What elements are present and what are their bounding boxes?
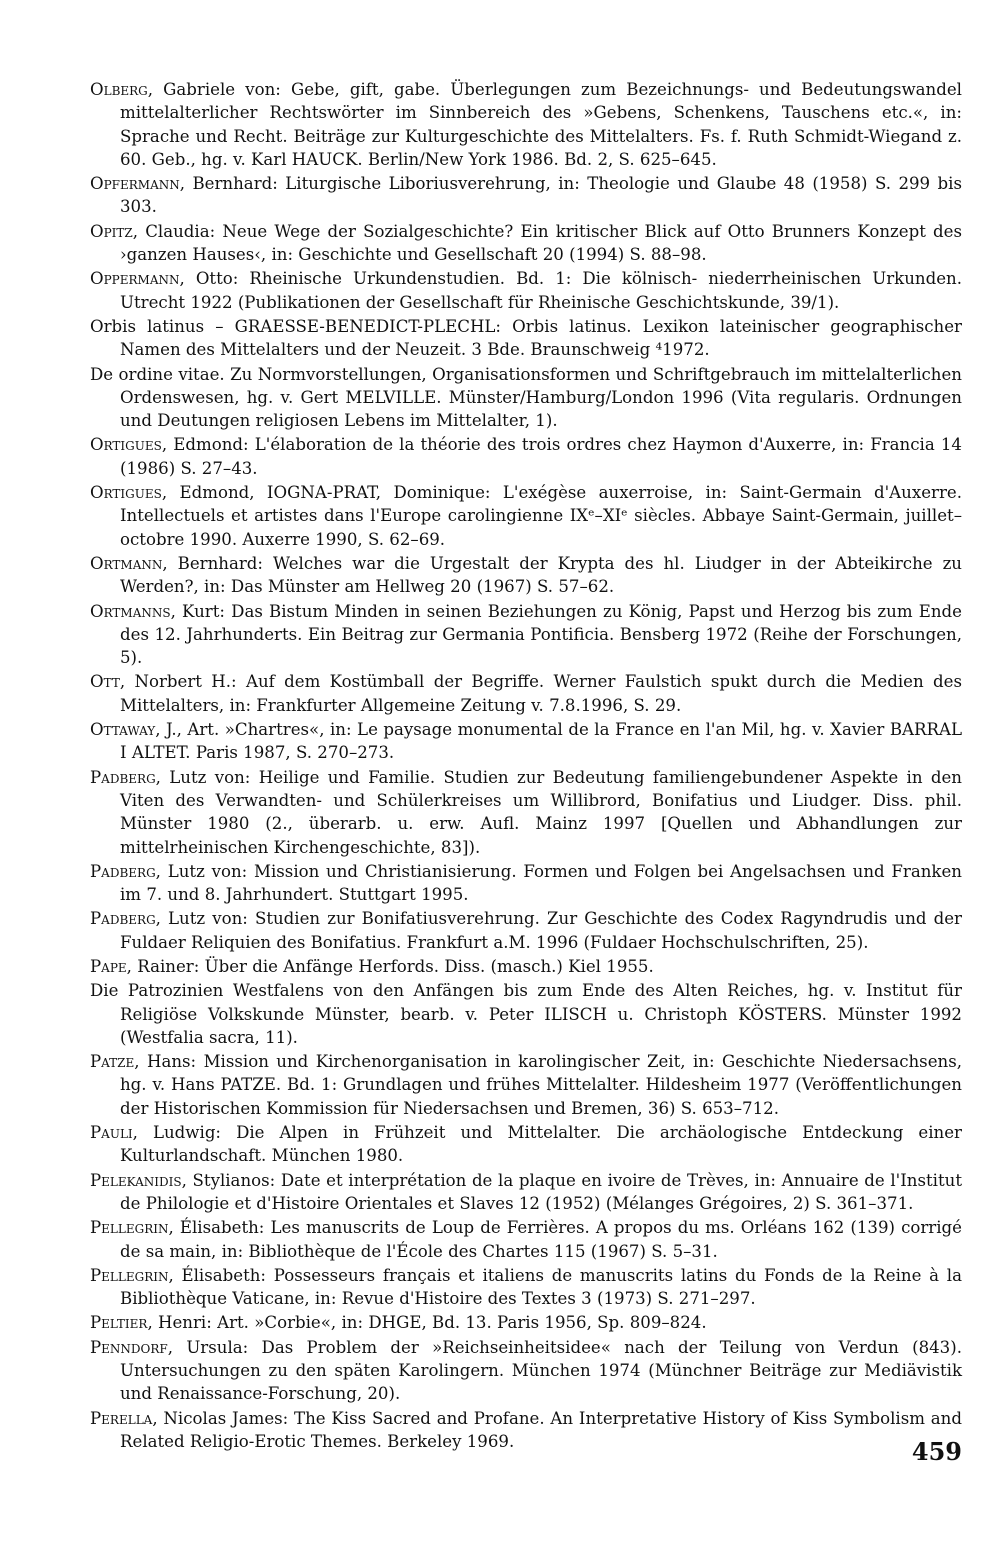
bibliography-entry [90,1336,962,1406]
bibliography-entry [90,1169,962,1216]
bibliography-entry [90,670,962,717]
entry-author: Olberg [90,80,148,99]
entry-text: , Stylianos: Date et interprétation de la plaque en ivoire de Trèves, in: Annuaire de l'Institut de Philologie et d'Histoire Orientales et Slaves 12 (1952) (Mélanges Grégoires, 2) S. 361–371. [120,1170,962,1213]
bibliography-list [90,78,962,1454]
entry-text: Die Patrozinien Westfalens von den Anfängen bis zum Ende des Alten Reiches, hg. v. Institut für Religiöse Volkskunde Münster, bearb. v. Peter ILISCH u. Christoph KÖSTERS. Münster 1992 (Westfalia sacra, 11). [90,981,962,1047]
entry-author: Ortmann [90,553,163,573]
bibliography-entry [90,860,962,907]
entry-author: Padberg [90,909,156,929]
entry-text: , Edmond: L'élaboration de la théorie des trois ordres chez Haymon d'Auxerre, in: Francia 14 (1986) S. 27–43. [120,435,962,478]
entry-author: Padberg [90,767,156,787]
entry-author: Pellegrin [90,1218,169,1238]
entry-text: , Bernhard: Welches war die Urgestalt der Krypta des hl. Liudger in der Abteikirche zu Werden?, in: Das Münster am Hellweg 20 (1967) S. 57–62. [120,553,962,597]
entry-text: , Bernhard: Liturgische Liboriusverehrung, in: Theologie und Glaube 48 (1958) S. 299 bis 303. [120,174,962,217]
bibliography-entry [90,979,962,1049]
entry-author: Peltier [90,1313,148,1333]
bibliography-entry [90,1121,962,1168]
bibliography-entry [90,955,962,978]
bibliography-entry [90,363,962,433]
bibliography-entry [90,718,962,765]
bibliography-entry [90,1311,962,1334]
entry-author: Ortigues [90,435,162,455]
entry-text: , Otto: Rheinische Urkundenstudien. Bd. 1: Die kölnisch- niederrheinischen Urkunden. Utrecht 1922 (Publikationen der Gesellschaft für Rheinische Geschichtskunde, 39/1). [120,269,962,312]
bibliography-entry [90,78,962,171]
entry-author: Pauli [90,1123,133,1143]
bibliography-entry [90,1407,962,1454]
entry-author: Ortmanns [90,601,171,621]
entry-author: Padberg [90,861,156,881]
entry-author: Pellegrin [90,1265,169,1285]
entry-text: , Élisabeth: Les manuscrits de Loup de Ferrières. A propos du ms. Orléans 162 (139) corrigé de sa main, in: Bibliothèque de l'École des Chartes 115 (1967) S. 5–31. [120,1218,962,1261]
entry-author: Perella [90,1408,153,1428]
bibliography-entry [90,1216,962,1263]
entry-author: Pape [90,956,127,976]
entry-author: Penndorf [90,1337,168,1357]
bibliography-entry [90,433,962,480]
bibliography-entry [90,315,962,362]
entry-text: , Lutz von: Studien zur Bonifatiusverehrung. Zur Geschichte des Codex Ragyndrudis und der Fuldaer Reliquien des Bonifatius. Frankfurt a.M. 1996 (Fuldaer Hochschulschriften, 25). [120,909,962,952]
bibliography-entry [90,267,962,314]
entry-text: , Ludwig: Die Alpen in Frühzeit und Mittelalter. Die archäologische Entdeckung einer Kulturlandschaft. München 1980. [120,1123,962,1166]
entry-text: , Norbert H.: Auf dem Kostümball der Begriffe. Werner Faulstich spukt durch die Medien des Mittelalters, in: Frankfurter Allgemeine Zeitung v. 7.8.1996, S. 29. [119,672,962,715]
entry-author: Opitz [90,221,133,241]
entry-text: , Lutz von: Mission und Christianisierung. Formen und Folgen bei Angelsachsen und Franken im 7. und 8. Jahrhundert. Stuttgart 1995. [120,861,962,905]
bibliography-entry [90,552,962,599]
entry-author: Ottaway [90,720,156,740]
entry-author: Opfermann [90,174,180,194]
entry-text: , Henri: Art. »Corbie«, in: DHGE, Bd. 13. Paris 1956, Sp. 809–824. [147,1313,707,1333]
entry-text: , Nicolas James: The Kiss Sacred and Profane. An Interpretative History of Kiss Symbolism and Related Religio-Erotic Themes. Berkeley 1969. [120,1408,962,1451]
bibliography-entry [90,600,962,670]
entry-text: , Edmond, IOGNA-PRAT, Dominique: L'exégèse auxerroise, in: Saint-Germain d'Auxerre. Intellectuels et artistes dans l'Europe carolingienne IXᵉ–XIᵉ siècles. Abbaye Saint-Germain, juillet–octobre 1990. Auxerre 1990, S. 62–69. [120,483,962,549]
bibliography-entry [90,1050,962,1120]
entry-text: , Hans: Mission und Kirchenorganisation in karolingischer Zeit, in: Geschichte Niedersachsens, hg. v. Hans PATZE. Bd. 1: Grundlagen und frühes Mittelalter. Hildesheim 1977 (Veröffentlichungen der Historischen Kommission für Niedersachsen und Bremen, 36) S. 653–712. [120,1052,962,1118]
entry-text: , Gabriele von: Gebe, gift, gabe. Überlegungen zum Bezeichnungs- und Bedeutungswandel mittelalterlicher Rechtswörter im Sinnbereich des »Gebens, Schenkens, Tauschens etc.«, in: Sprache und Recht. Beiträge zur Kulturgeschichte des Mittelalters. Fs. f. Ruth Schmidt-Wiegand z. 60. Geb., hg. v. Karl HAUCK. Berlin/New York 1986. Bd. 2, S. 625–645. [120,80,962,169]
entry-text: , Lutz von: Heilige und Familie. Studien zur Bedeutung familiengebundener Aspekte in den Viten des Verwandten- und Schülerkreises um Willibrord, Bonifatius und Liudger. Diss. phil. Münster 1980 (2., überarb. u. erw. Aufl. Mainz 1997 [Quellen und Abhandlungen zur mittelrheinischen Kirchengeschichte, 83]). [120,767,962,857]
page-number: 459 [911,1437,962,1466]
bibliography-entry [90,172,962,219]
entry-author: Patze [90,1052,135,1072]
entry-text: , Rainer: Über die Anfänge Herfords. Diss. (masch.) Kiel 1955. [126,956,654,976]
bibliography-entry [90,481,962,551]
entry-author: Oppermann [90,269,180,289]
entry-author: Ott [90,672,120,692]
entry-text: De ordine vitae. Zu Normvorstellungen, Organisationsformen und Schriftgebrauch im mittelalterlichen Ordenswesen, hg. v. Gert MELVILLE. Münster/Hamburg/London 1996 (Vita regularis. Ordnungen und Deutungen religiosen Lebens im Mittelalter, 1). [90,364,962,431]
entry-text: , J., Art. »Chartres«, in: Le paysage monumental de la France en l'an Mil, hg. v. Xavier BARRAL I ALTET. Paris 1987, S. 270–273. [120,720,962,763]
entry-author: Ortigues [90,483,162,503]
entry-text: , Claudia: Neue Wege der Sozialgeschichte? Ein kritischer Blick auf Otto Brunners Konzept des ›ganzen Hauses‹, in: Geschichte und Gesellschaft 20 (1994) S. 88–98. [120,221,962,265]
bibliography-entry [90,907,962,954]
entry-text: , Kurt: Das Bistum Minden in seinen Beziehungen zu König, Papst und Herzog bis zum Ende des 12. Jahrhunderts. Ein Beitrag zur Germania Pontificia. Bensberg 1972 (Reihe der Forschungen, 5). [120,601,962,668]
entry-author: Pelekanidis [90,1170,182,1190]
bibliography-entry [90,1264,962,1311]
entry-text: Orbis latinus – GRAESSE-BENEDICT-PLECHL: Orbis latinus. Lexikon lateinischer geographischer Namen des Mittelalters und der Neuzeit. 3 Bde. Braunschweig ⁴1972. [90,316,962,360]
entry-text: , Ursula: Das Problem der »Reichseinheitsidee« nach der Teilung von Verdun (843). Untersuchungen zu den späten Karolingern. München 1974 (Münchner Beiträge zur Mediävistik und Renaissance-Forschung, 20). [120,1337,962,1404]
bibliography-entry [90,220,962,267]
entry-text: , Élisabeth: Possesseurs français et italiens de manuscrits latins du Fonds de la Reine à la Bibliothèque Vaticane, in: Revue d'Histoire des Textes 3 (1973) S. 271–297. [120,1265,962,1309]
bibliography-entry [90,766,962,859]
